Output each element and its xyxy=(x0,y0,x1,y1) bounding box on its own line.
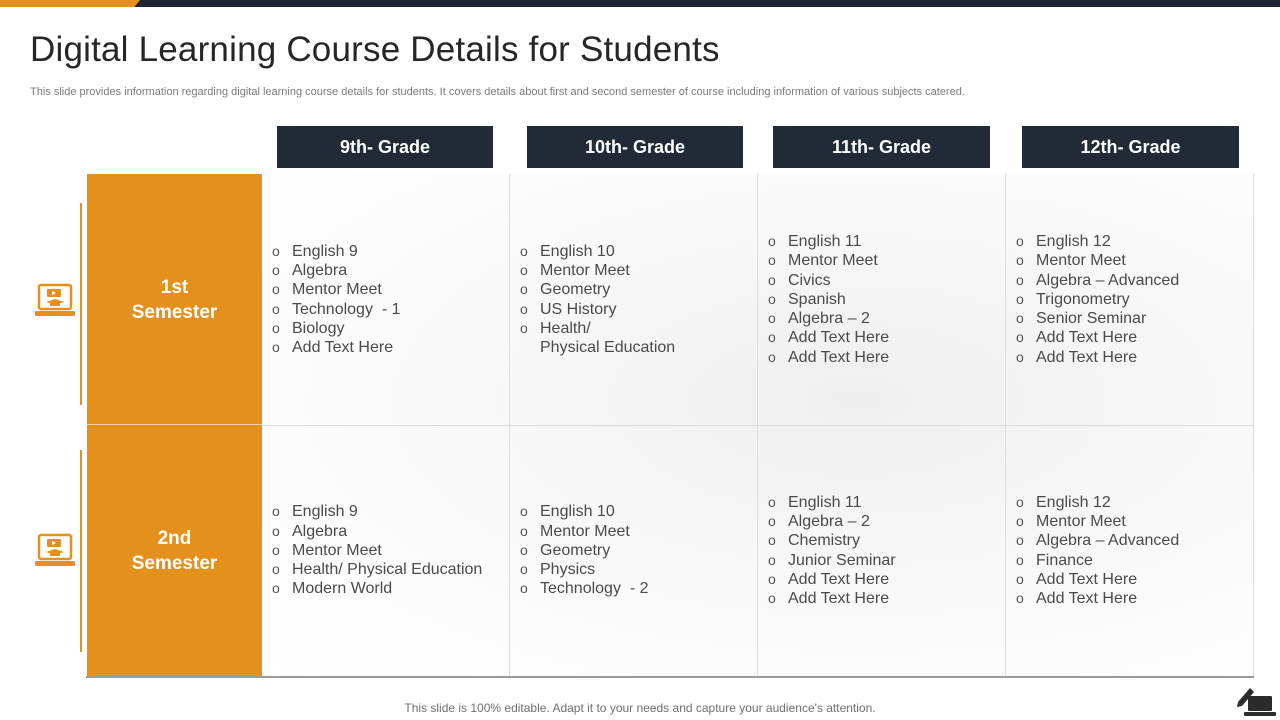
course-list xyxy=(520,242,675,357)
course-list xyxy=(1016,232,1179,366)
course-item: o English 9 xyxy=(272,242,401,261)
course-item: o Add Text Here xyxy=(768,328,889,347)
course-item: o Add Text Here xyxy=(1016,589,1179,608)
top-bar xyxy=(0,0,1280,7)
course-cell-s2-g10 xyxy=(520,425,756,676)
course-item: o Chemistry xyxy=(768,531,896,550)
course-item-continued: Physical Education xyxy=(540,338,676,356)
course-item: o Modern World xyxy=(272,579,482,598)
course-item: o Mentor Meet xyxy=(1016,251,1179,270)
course-item: o Mentor Meet xyxy=(520,261,675,280)
course-item: o Biology xyxy=(272,319,401,338)
course-item: o English 10 xyxy=(520,502,649,521)
course-list xyxy=(272,242,401,357)
course-cell-s1-g12 xyxy=(1016,174,1252,425)
course-cell-s1-g10 xyxy=(520,174,756,425)
course-item: o Add Text Here xyxy=(768,570,896,589)
semester-separator xyxy=(87,424,262,425)
course-item: o Add Text Here xyxy=(1016,348,1179,367)
course-list xyxy=(768,232,889,366)
course-item: o Senior Seminar xyxy=(1016,309,1179,328)
grade-header-12: 12th- Grade xyxy=(1022,126,1239,168)
course-cell-s2-g12 xyxy=(1016,425,1252,676)
grade-header-10: 10th- Grade xyxy=(527,126,743,168)
course-item: o Mentor Meet xyxy=(1016,512,1179,531)
course-item: o Technology - 2 xyxy=(520,579,649,598)
course-item: o Health/ Physical Education xyxy=(272,560,482,579)
course-item: o Technology - 1 xyxy=(272,300,401,319)
course-item: o Algebra – 2 xyxy=(768,309,889,328)
laptop-graduation-icon xyxy=(34,530,76,572)
course-cell-s2-g9 xyxy=(272,425,508,676)
course-item: o Algebra xyxy=(272,261,401,280)
course-item: o Algebra – 2 xyxy=(768,512,896,531)
course-item: o Add Text Here xyxy=(768,589,896,608)
top-bar-accent xyxy=(0,0,140,7)
course-list xyxy=(520,502,649,598)
course-item: o English 9 xyxy=(272,502,482,521)
course-item: o Health/ xyxy=(520,319,675,338)
semester-1-side-line xyxy=(80,203,82,405)
course-item: o Civics xyxy=(768,271,889,290)
course-item: o Algebra – Advanced xyxy=(1016,271,1179,290)
course-item: o Algebra xyxy=(272,522,482,541)
course-item: o Algebra – Advanced xyxy=(1016,531,1179,550)
semester-2-label: 2nd Semester xyxy=(87,425,262,676)
edit-laptop-icon xyxy=(1236,684,1276,718)
semester-1-label: 1st Semester xyxy=(87,174,262,425)
course-item: o English 11 xyxy=(768,493,896,512)
course-item: o Add Text Here xyxy=(1016,328,1179,347)
page-title: Digital Learning Course Details for Students xyxy=(30,30,720,69)
course-item: o Mentor Meet xyxy=(768,251,889,270)
course-item: o Spanish xyxy=(768,290,889,309)
laptop-graduation-icon xyxy=(34,280,76,322)
page-subtitle: This slide provides information regarding digital learning course details for students. It covers details about first and second semester of course including information of various subjects catered. xyxy=(30,86,965,98)
course-list xyxy=(1016,493,1179,608)
course-list xyxy=(768,493,896,608)
course-item: o Trigonometry xyxy=(1016,290,1179,309)
grade-header-11: 11th- Grade xyxy=(773,126,990,168)
course-item: o Add Text Here xyxy=(768,348,889,367)
course-item: o English 11 xyxy=(768,232,889,251)
course-item: o Junior Seminar xyxy=(768,551,896,570)
course-cell-s1-g9 xyxy=(272,174,508,425)
semester-2-side-line xyxy=(80,450,82,652)
course-item: o Geometry xyxy=(520,280,675,299)
course-item: o English 12 xyxy=(1016,493,1179,512)
course-cell-s2-g11 xyxy=(768,425,1004,676)
course-item: o Mentor Meet xyxy=(272,280,401,299)
grade-header-9: 9th- Grade xyxy=(277,126,493,168)
course-list xyxy=(272,502,482,598)
course-item: o Finance xyxy=(1016,551,1179,570)
course-item: o Add Text Here xyxy=(272,338,401,357)
course-item: o US History xyxy=(520,300,675,319)
course-item: o Add Text Here xyxy=(1016,570,1179,589)
course-cell-s1-g11 xyxy=(768,174,1004,425)
course-item: o English 12 xyxy=(1016,232,1179,251)
footer-note: This slide is 100% editable. Adapt it to your needs and capture your audience's attention. xyxy=(404,701,876,715)
course-item: o English 10 xyxy=(520,242,675,261)
course-item: o Mentor Meet xyxy=(272,541,482,560)
course-item: o Physics xyxy=(520,560,649,579)
grid-baseline xyxy=(86,676,1254,678)
course-item: o Geometry xyxy=(520,541,649,560)
course-item: o Mentor Meet xyxy=(520,522,649,541)
